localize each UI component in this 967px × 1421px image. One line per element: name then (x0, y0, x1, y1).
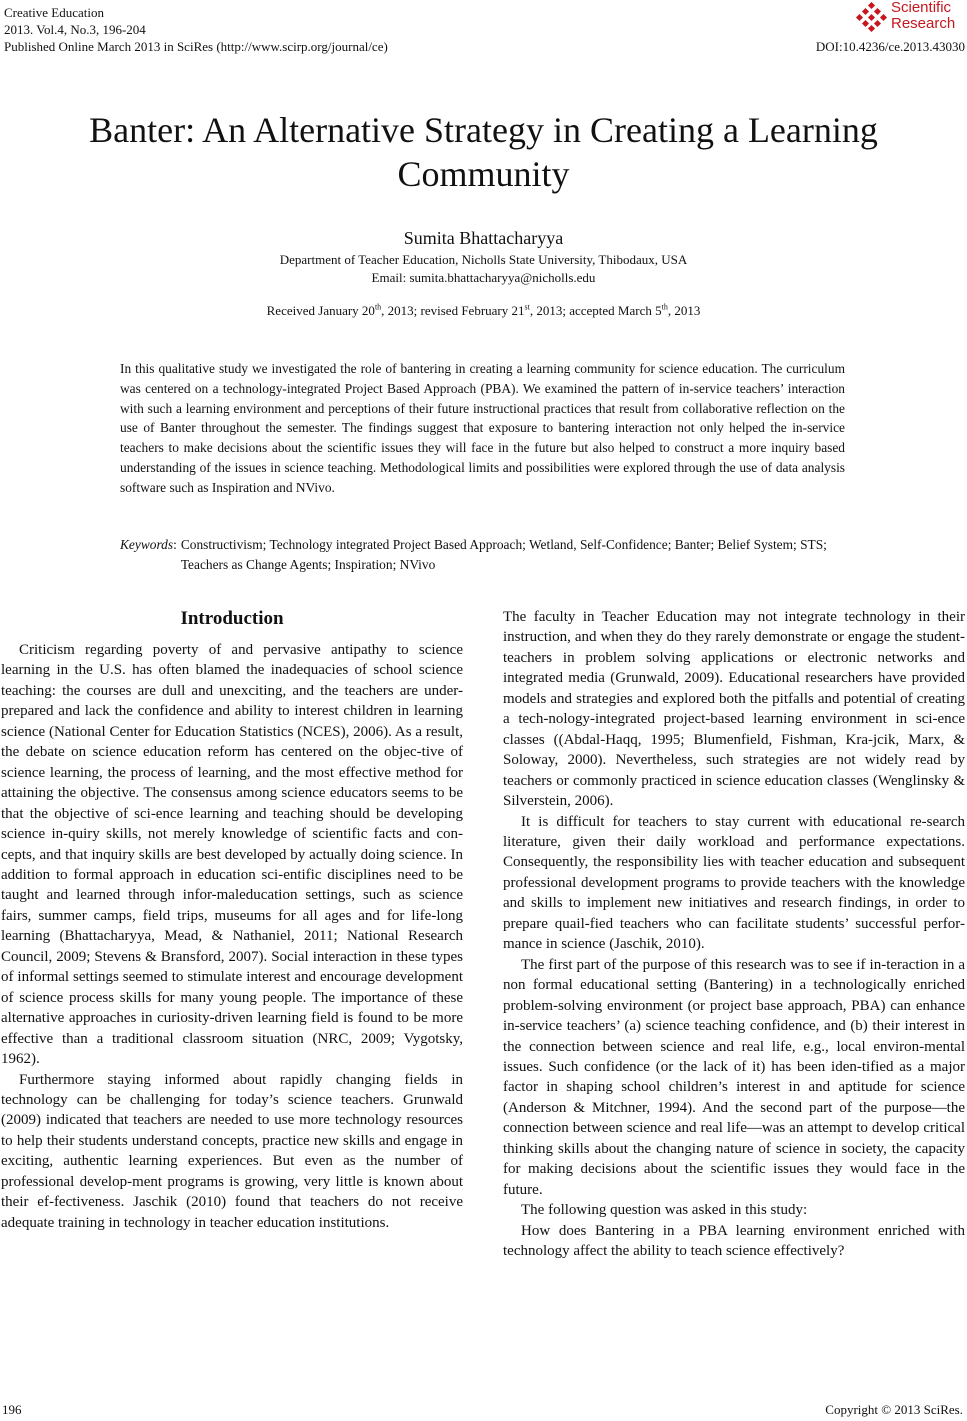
body-paragraph: The following question was asked in this study: (521, 1202, 808, 1219)
revised-sup: st (524, 302, 530, 312)
body-paragraph: Criticism regarding poverty of and pervasive antipathy to science learning in the U.S. has often blamed the inadequacies of school science teaching: the courses are dull and unexciting, and the teachers are under-prepared and lack the confidence and ability to interest children in learning science (National Center for Education Statistics (NCES), 2006). As a result, the debate on science education reform has centered on the objec-tive of science learning, the process of learning, and the most effective method for attaining the objective. The consensus among science educators seems to be that the objective of sci-ence learning and teaching should be developing science in-quiry skills, not merely knowledge of scientific facts and con-cepts, and that inquiry skills are best developed by actually doing science. In addition to formal approach in education sci-entific disciplines need to be taught and learned through infor-maleducation settings, such as science fairs, summer camps, field trips, museums for all ages and for life-long learning (Bhattacharyya, Mead, & Nathaniel, 2011; National Research Council, 2009; Stevens & Bransford, 2007). Social interaction in these types of informal settings seemed to stimulate interest and encourage development of science process skills for many young people. The importance of these alternative approaches in curiosity-driven learning field is found to be more effective than a traditional classroom situation (NRC, 2009; Vygotsky, 1962). (1, 642, 463, 1068)
keywords-label-wrap (120, 535, 177, 575)
keywords-label: Keywords (120, 537, 174, 552)
body-paragraph: The first part of the purpose of this research was to see if in-teraction in a non formal educational setting (Bantering) in a technologically enriched problem-solving environment (or project base approach, PBA) can enhance in-service teachers’ (a) science teaching confidence, and (b) their interest in the connection between science and real life, e.g., local environ-mental issues. Such confidence (or the lack of it) has been iden-tified as a major factor in shaping school children’s interest in and aptitude for science (Anderson & Mitchner, 1994). And the second part of the purpose—the connection between science and real life—was an attempt to develop critical thinking skills about the changing nature of science in society, the capacity for making decisions about the scientific issues they would face in the future. (503, 956, 965, 1198)
abstract: In this qualitative study we investigated the role of bantering in creating a learning community for science education. The curriculum was centered on a technology-integrated Project Based Approach (PBA). We examined the pattern of in-service teachers’ interaction with such a learning environment and perceptions of their future instructional practices that result from collaborative reflection on the use of Banter throughout the semester. The findings suggest that exposure to bantering interaction not only helped the in-service teachers to make decisions about the scientific issues they will face in the future but also helped to construct a more inquiry based understanding of the issues in science teaching. Methodological limits and possibilities were explored through the use of data analysis software such as Inspiration and NVivo. (120, 361, 845, 495)
accepted-year: , 2013 (667, 303, 701, 318)
author-name: Sumita Bhattacharyya (403, 228, 564, 248)
accepted-text: , 2013; accepted March 5 (529, 303, 662, 318)
paper-title: Banter: An Alternative Strategy in Creating a Learning Community (89, 110, 878, 194)
doi: DOI:10.4236/ce.2013.43030 (815, 39, 965, 54)
logo-text (891, 0, 955, 32)
author-affiliation-block (0, 251, 967, 287)
received-text: Received January 20 (266, 303, 375, 318)
journal-name: Creative Education (4, 5, 104, 20)
affiliation: Department of Teacher Education, Nicholls State University, Thibodaux, USA (279, 252, 688, 267)
body-paragraph: Furthermore staying informed about rapidly changing fields in technology can be challenging for today’s science teachers. Grunwald (2009) indicated that teachers are needed to use more technology resources to help their students understand concepts, practice new skills and engage in exciting, authentic learning experiences. But even as the number of professional develop-ment programs is growing, very little is known about their ef-fectiveness. Jaschik (2010) found that teachers do not receive adequate training in technology in teacher education institutions. (1, 1071, 463, 1231)
author-email: Email: sumita.bhattacharyya@nicholls.edu (371, 270, 596, 285)
revised-text: , 2013; revised February 21 (381, 303, 525, 318)
journal-volume: 2013. Vol.4, No.3, 196-204 (4, 22, 146, 37)
logo-line-1: Scientific (891, 0, 952, 16)
page-number: 196 (2, 1402, 22, 1417)
journal-header (4, 4, 388, 55)
received-sup: th (374, 302, 382, 312)
publisher-logo (855, 0, 965, 36)
keywords-text: Constructivism; Technology integrated Project Based Approach; Wetland, Self-Confidence; Banter; Belief System; STS; Teachers as Change Agents; Inspiration; NVivo (180, 537, 827, 572)
research-question: How does Bantering in a PBA learning environment enriched with technology affect the ability to teach science effectively? (503, 1222, 965, 1260)
body-paragraph: It is difficult for teachers to stay current with educational re-search literature, given their daily workload and performance expectations. Consequently, the responsibility lies with teacher education and subsequent professional development programs to provide teachers with the knowledge and skills to implement new initiatives and research findings, in order to prepare quail-fied teachers who can facilitate students’ successful perfor-mance in science (Jaschik, 2010). (503, 813, 965, 953)
accepted-sup: th (661, 302, 668, 312)
keywords (120, 535, 850, 575)
left-column (1, 607, 463, 1233)
right-column (503, 607, 965, 1262)
copyright: Copyright © 2013 SciRes. (825, 1402, 963, 1417)
body-paragraph: The faculty in Teacher Education may not integrate technology in their instruction, and when they do they rarely demonstrate or engage the student-teachers in problem solving applications or electronic networks and integrated media (Grunwald, 2009). Educational researchers have provided models and strategies and explored both the pitfalls and potential of creating a tech-nology-integrated project-based learning environment in sci-ence classes ((Abdal-Haqq, 1995; Blumenfield, Fishman, Kra-jcik, Marx, & Soloway, 2000). Nevertheless, such strategies are not widely read by teachers or commonly practiced in science education classes (Wenglinsky & Silverstein, 2006). (503, 609, 965, 810)
received-dates (0, 303, 967, 319)
journal-published: Published Online March 2013 in SciRes (http://www.scirp.org/journal/ce) (4, 39, 388, 54)
diamond-logo-icon (855, 2, 889, 32)
section-heading-introduction: Introduction (180, 608, 284, 629)
logo-line-2: Research (891, 15, 956, 32)
keywords-sep: : (173, 537, 177, 552)
